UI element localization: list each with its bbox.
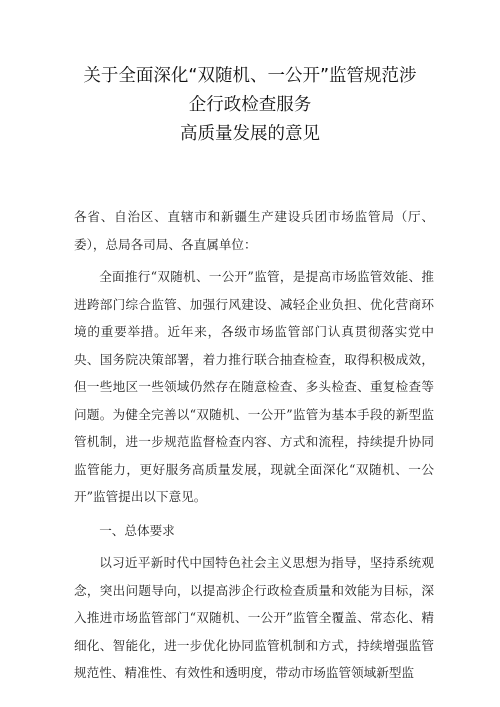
document-body [74,203,434,687]
salutation: 各省、自治区、直辖市和新疆生产建设兵团市场监管局（厅、委），总局各司局、各直属单位： [74,209,434,252]
paragraph-intro: 全面推行“双随机、一公开”监管，是提高市场监管效能、推进跨部门综合监管、加强行风建设、减轻企业负担、优化营商环境的重要举措。近年来，各级市场监管部门认真贯彻落实党中央、国务院决策部署，着力推行联合抽查检查，取得积极成效，但一些地区一些领域仍然存在随意检查、多头检查、重复检查等问题。为健全完善以“双随机、一公开”监管为基本手段的新型监管机制，进一步规范监督检查内容、方式和流程，持续提升协同监管能力，更好服务高质量发展，现就全面深化“双随机、一公开”监管提出以下意见。 [74,269,434,504]
title-line-3: 高质量发展的意见 [180,124,320,144]
paragraph-general-requirements: 以习近平新时代中国特色社会主义思想为指导，坚持系统观念，突出问题导向，以提高涉企行政检查质量和效能为目标，深入推进市场监管部门“双随机、一公开”监管全覆盖、常态化、精细化、智能化，进一步优化协同监管机制和方式，持续增强监管规范性、精准性、有效性和透明度，带动市场监管领域新型监 [74,555,434,680]
section-heading: 一、总体要求 [99,522,175,538]
title-line-2: 企行政检查服务 [188,95,312,115]
title-line-1: 关于全面深化“双随机、一公开”监管规范涉 [83,66,417,86]
document-title [40,62,460,149]
